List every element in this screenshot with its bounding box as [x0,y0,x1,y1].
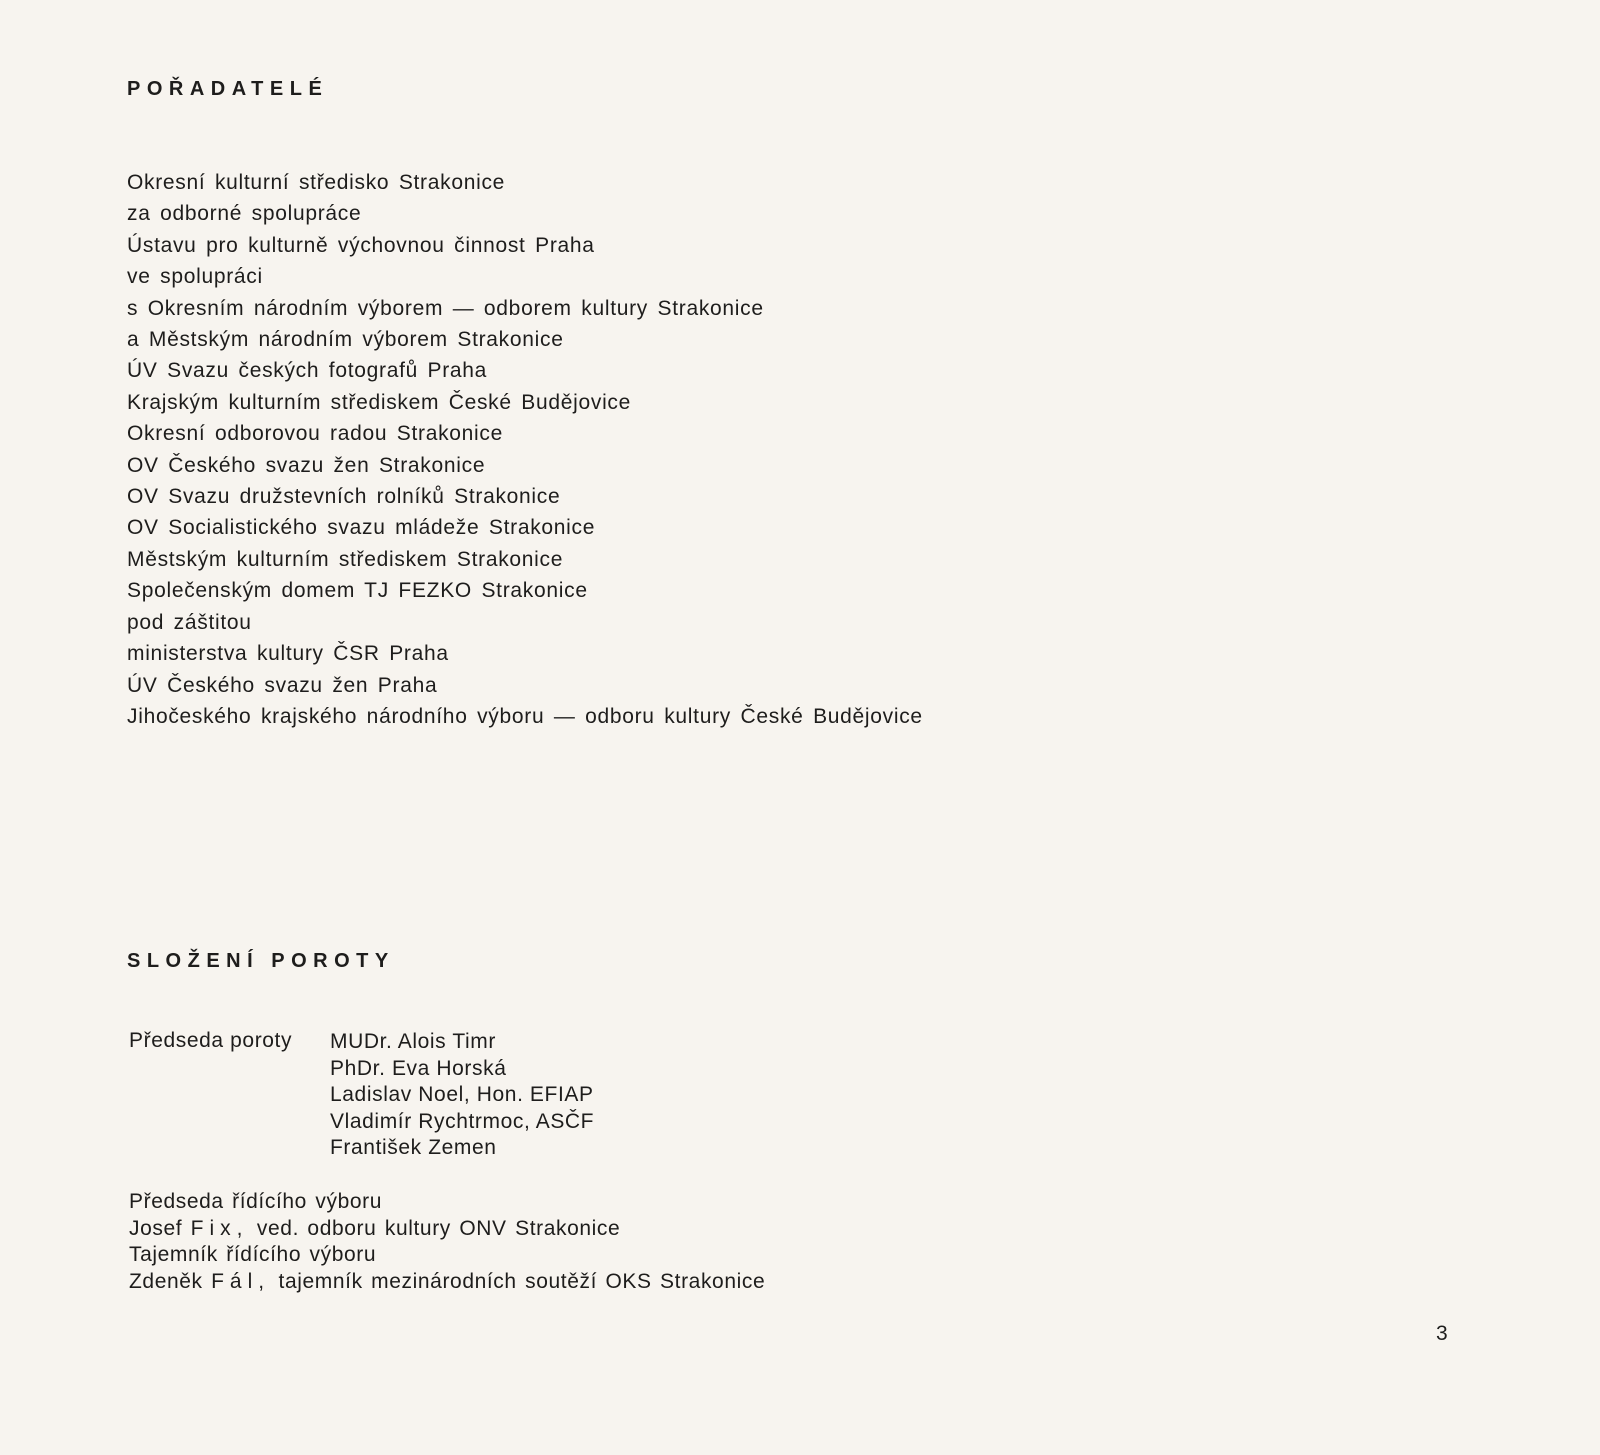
committee-secretary-surname: Fál, [211,1269,271,1293]
committee-secretary-role: tajemník mezinárodních soutěží OKS Strakonice [278,1269,766,1293]
organizers-list [127,167,923,732]
organizer-line: Městským kulturním střediskem Strakonice [127,547,564,571]
organizer-line: Ústavu pro kulturně výchovnou činnost Praha [127,233,595,257]
organizer-line: Společenským domem TJ FEZKO Strakonice [127,579,588,603]
organizer-line: ÚV Českého svazu žen Praha [127,673,438,697]
committee-secretary-first-name: Zdeněk [129,1269,203,1293]
jury-members-list [330,1029,594,1162]
organizer-line: OV Socialistického svazu mládeže Strakonice [127,516,596,540]
jury-member: Ladislav Noel, Hon. EFIAP [330,1083,594,1107]
organizers-heading: POŘADATELÉ [127,78,329,100]
committee-secretary [129,1269,765,1296]
organizer-line: Okresní odborovou radou Strakonice [127,422,503,446]
jury-chair-label: Předseda poroty [129,1029,293,1052]
organizer-line: ve spolupráci [127,265,263,289]
organizer-line: ÚV Svazu českých fotografů Praha [127,359,488,383]
organizer-line: ministerstva kultury ČSR Praha [127,642,449,666]
committee-chair-first-name: Josef [129,1216,183,1240]
jury-member: Vladimír Rychtrmoc, ASČF [330,1109,595,1133]
organizer-line: s Okresním národním výborem — odborem kultury Strakonice [127,296,764,320]
steering-committee [129,1189,765,1295]
committee-chair [129,1216,765,1243]
page-number: 3 [1436,1322,1448,1345]
committee-chair-role: ved. odboru kultury ONV Strakonice [256,1216,621,1240]
committee-chair-label: Předseda řídícího výboru [129,1190,383,1213]
organizer-line: Okresní kulturní středisko Strakonice [127,171,506,194]
jury-member: PhDr. Eva Horská [330,1056,507,1080]
organizer-line: Krajským kulturním střediskem České Budějovice [127,390,632,414]
organizer-line: pod záštitou [127,610,252,634]
jury-heading: SLOŽENÍ POROTY [127,950,395,972]
organizer-line: OV Českého svazu žen Strakonice [127,453,486,477]
organizer-line: za odborné spolupráce [127,202,362,226]
committee-secretary-label: Tajemník řídícího výboru [129,1243,377,1267]
committee-chair-surname: Fix, [190,1216,249,1240]
jury-member: MUDr. Alois Timr [330,1030,496,1053]
organizer-line: OV Svazu družstevních rolníků Strakonice [127,485,561,509]
organizer-line: a Městským národním výborem Strakonice [127,328,564,352]
jury-member: František Zemen [330,1136,497,1160]
organizer-line: Jihočeského krajského národního výboru — odboru kultury České Budějovice [127,704,923,728]
